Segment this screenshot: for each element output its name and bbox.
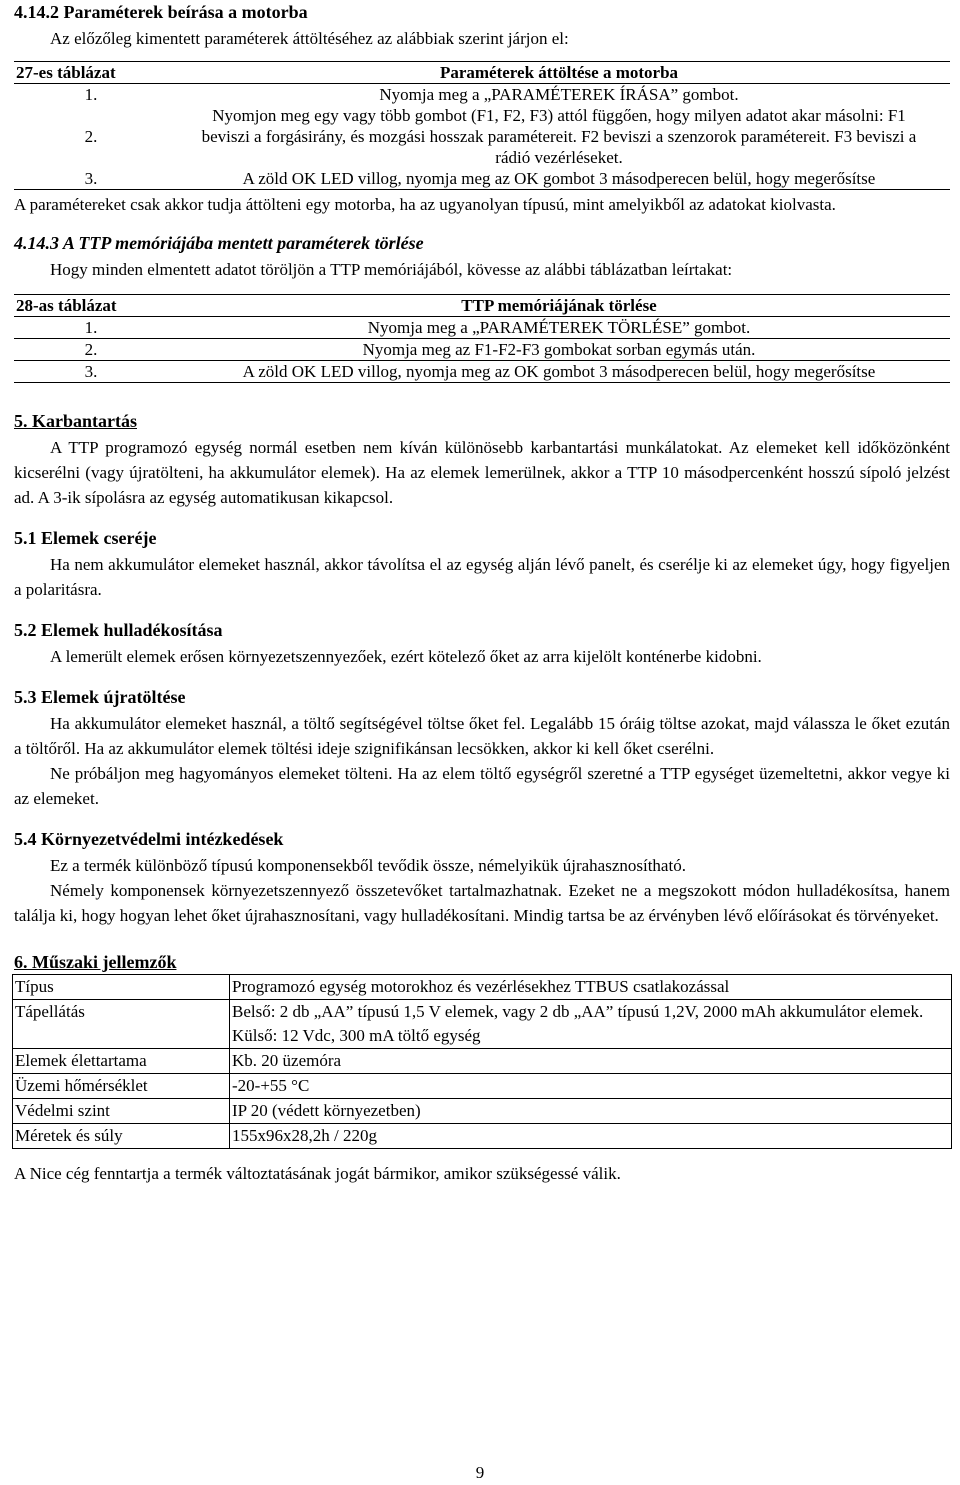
section-4-14-2-note: A paramétereket csak akkor tudja áttölteni egy motorba, ha az ugyanolyan típusú, mint amelyikből az adatokat kiolvasta. xyxy=(14,195,836,214)
section-5-3-p1: Ha akkumulátor elemeket használ, a töltő segítségével töltse őket fel. Legalább 15 óráig töltse azokat, majd válassza le őket ezután a töltőről. Ha az akkumulátor elemek töltési ideje szignifikánsan lecsökken, akkor ki kell őket cserélni. xyxy=(14,714,950,758)
spec-table xyxy=(12,974,952,1149)
spec-value: 155x96x28,2h / 220g xyxy=(230,1124,952,1149)
row-text: Nyomjon meg egy vagy több gombot (F1, F2, F3) attól függően, hogy milyen adatot akar másolni: F1 beviszi a forgásirány, és mozgási hosszak paramétereit. F2 beviszi a szenzorok paramétereit. F3 beviszi a rádió vezérléseket. xyxy=(201,106,917,167)
spec-key: Tápellátás xyxy=(13,1000,230,1049)
table-row xyxy=(14,361,950,383)
table-27-heading: Paraméterek áttöltése a motorba xyxy=(168,62,950,84)
table-28-label: 28-as táblázat xyxy=(14,295,168,317)
spec-key: Védelmi szint xyxy=(13,1099,230,1124)
section-5-1-title: 5.1 Elemek cseréje xyxy=(14,528,157,548)
row-text: A zöld OK LED villog, nyomja meg az OK gombot 3 másodperecen belül, hogy megerősítse xyxy=(168,168,950,190)
row-number: 2. xyxy=(84,127,98,146)
spec-row xyxy=(13,1124,952,1149)
spec-row xyxy=(13,975,952,1000)
row-text: Nyomja meg a „PARAMÉTEREK TÖRLÉSE” gombot. xyxy=(168,317,950,339)
section-5-2-body: A lemerült elemek erősen környezetszennyezőek, ezért kötelező őket az arra kijelölt konténerbe kidobni. xyxy=(50,647,762,666)
spec-value-cell xyxy=(230,1000,952,1049)
table-row xyxy=(14,317,950,339)
spec-value: -20-+55 °C xyxy=(230,1074,952,1099)
spec-row xyxy=(13,1099,952,1124)
table-27 xyxy=(14,61,950,190)
table-28 xyxy=(14,294,950,383)
section-5-1-body: Ha nem akkumulátor elemeket használ, akkor távolítsa el az egység alján lévő panelt, és cserélje ki az elemeket úgy, hogy figyeljen a polaritásra. xyxy=(14,555,950,599)
spec-value-secondary: Külső: 12 Vdc, 300 mA töltő egység xyxy=(232,1026,481,1045)
spec-key: Üzemi hőmérséklet xyxy=(13,1074,230,1099)
row-text: A zöld OK LED villog, nyomja meg az OK gombot 3 másodperecen belül, hogy megerősítse xyxy=(168,361,950,383)
spec-row xyxy=(13,1000,952,1049)
document-page xyxy=(14,0,950,1186)
section-6-title-text: 6. Műszaki jellemzők xyxy=(14,952,177,972)
table-28-header xyxy=(14,295,950,317)
section-5-title-text: 5. Karbantartás xyxy=(14,411,137,431)
table-row xyxy=(14,339,950,361)
table-28-heading: TTP memóriájának törlése xyxy=(168,295,950,317)
section-5-title xyxy=(14,409,950,433)
table-row xyxy=(14,105,950,168)
section-5-4-p1: Ez a termék különböző típusú komponensekből tevődik össze, némelyikük újrahasznosítható. xyxy=(50,856,686,875)
table-row xyxy=(14,168,950,190)
section-4-14-3-intro: Hogy minden elmentett adatot töröljön a TTP memóriájából, kövesse az alábbi táblázatban leírtakat: xyxy=(50,260,733,279)
spec-key: Méretek és súly xyxy=(13,1124,230,1149)
row-number: 3. xyxy=(14,168,168,190)
section-5-4-title: 5.4 Környezetvédelmi intézkedések xyxy=(14,829,284,849)
spec-value: Programozó egység motorokhoz és vezérlésekhez TTBUS csatlakozással xyxy=(230,975,952,1000)
row-number: 1. xyxy=(84,85,98,104)
row-number: 1. xyxy=(14,317,168,339)
spec-value: IP 20 (védett környezetben) xyxy=(230,1099,952,1124)
section-4-14-2-title: 4.14.2 Paraméterek beírása a motorba xyxy=(14,2,308,22)
section-5-3-title: 5.3 Elemek újratöltése xyxy=(14,687,186,707)
section-5-3-p2: Ne próbáljon meg hagyományos elemeket tölteni. Ha az elem töltő egységről szeretné a TTP egységet üzemeltetni, akkor vegye ki az elemeket. xyxy=(14,764,950,808)
spec-key: Elemek élettartama xyxy=(13,1049,230,1074)
row-text: Nyomja meg a „PARAMÉTEREK ÍRÁSA” gombot. xyxy=(379,85,739,104)
page-number: 9 xyxy=(475,1463,485,1482)
section-5-body: A TTP programozó egység normál esetben nem kíván különösebb karbantartási munkálatokat. Az elemeket kell időközönként kicserélni (vagy újratölteni, ha akkumulátor elemek). Ha az elemek lemerülnek, akkor a TTP 10 másodpercenként hosszú sípoló jelzést ad. A 3-ik sípolásra az egység automatikusan kikapcsol. xyxy=(14,438,950,507)
row-number: 3. xyxy=(14,361,168,383)
table-row xyxy=(14,84,950,106)
section-4-14-2-intro: Az előzőleg kimentett paraméterek áttöltéséhez az alábbiak szerint járjon el: xyxy=(50,29,569,48)
section-6-title xyxy=(14,950,950,974)
row-text: Nyomja meg az F1-F2-F3 gombokat sorban egymás után. xyxy=(168,339,950,361)
table-27-label: 27-es táblázat xyxy=(14,62,168,84)
spec-value: Kb. 20 üzemóra xyxy=(230,1049,952,1074)
spec-row xyxy=(13,1049,952,1074)
spec-row xyxy=(13,1074,952,1099)
section-5-4-p2: Némely komponensek környezetszennyező összetevőket tartalmazhatnak. Ezeket ne a megszokott módon hulladékosítsa, hanem találja ki, hogy hogyan lehet őket újrahasznosítani, vagy hulladékosítani. Mindig tartsa be az érvényben lévő előírásokat és törvényeket. xyxy=(14,881,950,925)
spec-key: Típus xyxy=(13,975,230,1000)
footer-note: A Nice cég fenntartja a termék változtatásának jogát bármikor, amikor szükségessé válik. xyxy=(14,1164,621,1183)
spec-value: Belső: 2 db „AA” típusú 1,5 V elemek, vagy 2 db „AA” típusú 1,2V, 2000 mAh akkumulátor elemek. xyxy=(232,1002,924,1021)
table-27-header xyxy=(14,62,950,84)
section-5-2-title: 5.2 Elemek hulladékosítása xyxy=(14,620,223,640)
section-4-14-3-title: 4.14.3 A TTP memóriájába mentett paraméterek törlése xyxy=(14,233,424,253)
row-number: 2. xyxy=(14,339,168,361)
